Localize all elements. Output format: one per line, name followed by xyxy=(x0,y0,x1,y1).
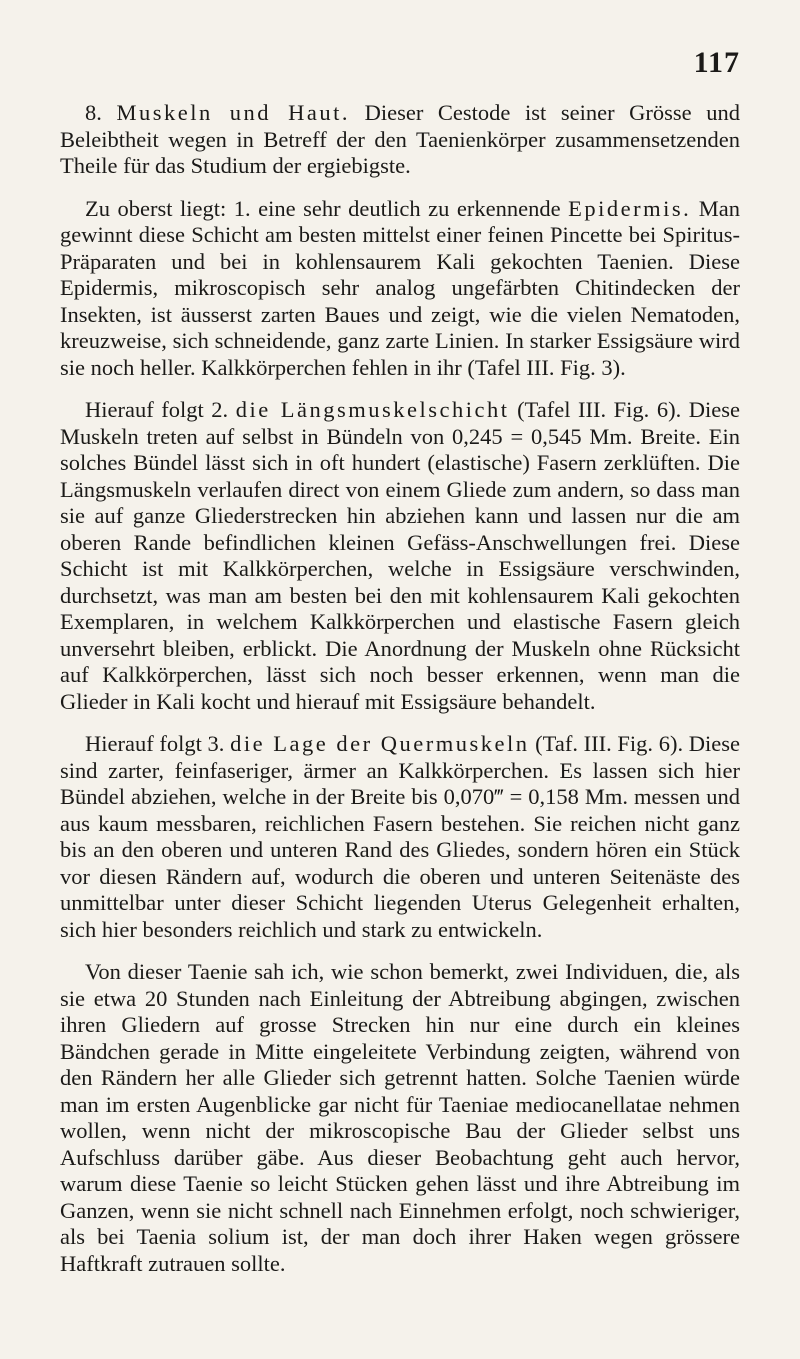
text-run: (Taf. III. Fig. 6). Diese sind zarter, feinfaseriger, ärmer an Kalkkörperchen. Es lassen sich hier Bündel abziehen, welche in der Breite bis 0,070‴ = 0,158 Mm. messen und aus kaum messbaren, reichlichen Fasern bestehen. Sie reichen nicht ganz bis an den oberen und unteren Rand des Gliedes, sondern hören ein Stück vor diesen Rändern auf, wodurch die oberen und unteren Seitenäste des unmittelbar unter dieser Schicht liegenden Uterus Gelegenheit erhalten, sich hier besonders reichlich und stark zu entwickeln. xyxy=(60,731,740,942)
page-number: 117 xyxy=(693,46,740,79)
paragraph-quermuskeln xyxy=(60,731,740,943)
emphasized-term: Epidermis. xyxy=(568,195,692,221)
paragraph-epidermis xyxy=(60,196,740,382)
text-run: Von dieser Taenie sah ich, wie schon bemerkt, zwei Individuen, die, als sie etwa 20 Stunden nach Einleitung der Abtreibung abgingen, zwischen ihren Gliedern auf grosse Strecken hin nur eine durch ein kleines Bändchen gerade in Mitte eingeleitete Verbindung zeigten, während von den Rändern her alle Glieder sich getrennt hatten. Solche Taenien würde man im ersten Augenblicke gar nicht für Taeniae mediocanellatae nehmen wollen, wenn nicht der mikroscopische Bau der Glieder selbst uns Aufschluss darüber gäbe. Aus dieser Beobachtung geht auch hervor, warum diese Taenie so leicht Stücken gehen lässt und ihre Abtreibung im Ganzen, wenn sie nicht schnell nach Einnehmen erfolgt, noch schwieriger, als bei Taenia solium ist, der man doch ihrer Haken wegen grössere Haftkraft zutrauen sollte. xyxy=(60,959,740,1276)
text-run: Hierauf folgt 3. xyxy=(85,731,231,756)
body-text xyxy=(60,100,740,1293)
emphasized-term: die Lage der Quermuskeln xyxy=(230,731,530,756)
text-run: Hierauf folgt 2. xyxy=(85,397,236,422)
paragraph-laengsmuskelschicht xyxy=(60,397,740,715)
text-run: Zu oberst liegt: 1. eine sehr deutlich zu erkennende xyxy=(85,195,569,221)
text-run: Dieser Cestode ist seiner Grösse und Beleibtheit wegen in Betreff der den Taenienkörper zusammensetzenden Theile für das Studium der ergiebigste. xyxy=(60,100,740,178)
text-run: Man gewinnt diese Schicht am besten mittelst einer feinen Pincette bei Spiritus-Präparaten und bei in kohlensaurem Kali gekochten Taenien. Diese Epidermis, mikroscopisch sehr analog ungefärbten Chitindecken der Insekten, ist äusserst zarten Baues und zeigt, wie die vielen Nematoden, kreuzweise, sich schneidende, ganz zarte Linien. In starker Essigsäure wird sie noch heller. Kalkkörperchen fehlen in ihr (Tafel III. Fig. 3). xyxy=(60,195,740,380)
paragraph-observation xyxy=(60,959,740,1277)
emphasized-term: die Längsmuskelschicht xyxy=(235,397,510,422)
section-heading: Muskeln und Haut. xyxy=(116,100,351,125)
text-run: 8. xyxy=(85,100,117,125)
text-run: (Tafel III. Fig. 6). Diese Muskeln treten auf selbst in Bündeln von 0,245 = 0,545 Mm. Breite. Ein solches Bündel lässt sich in oft hundert (elastische) Fasern zerklüften. Die Längsmuskeln verlaufen direct von einem Gliede zum andern, so dass man sie auf ganze Gliederstrecken hin abziehen kann und lassen nur die am oberen Rande befindlichen kleinen Gefäss-Anschwellungen frei. Diese Schicht ist mit Kalkkörperchen, welche in Essigsäure verschwinden, durchsetzt, was man am besten bei den mit kohlensaurem Kali gekochten Exemplaren, in welchem Kalkkörperchen und elastische Fasern gleich unversehrt bleiben, erblickt. Die Anordnung der Muskeln ohne Rücksicht auf Kalkkörperchen, lässt sich noch besser erkennen, wenn man die Glieder in Kali kocht und hierauf mit Essigsäure behandelt. xyxy=(60,397,740,714)
paragraph-muskeln-und-haut xyxy=(60,100,740,180)
